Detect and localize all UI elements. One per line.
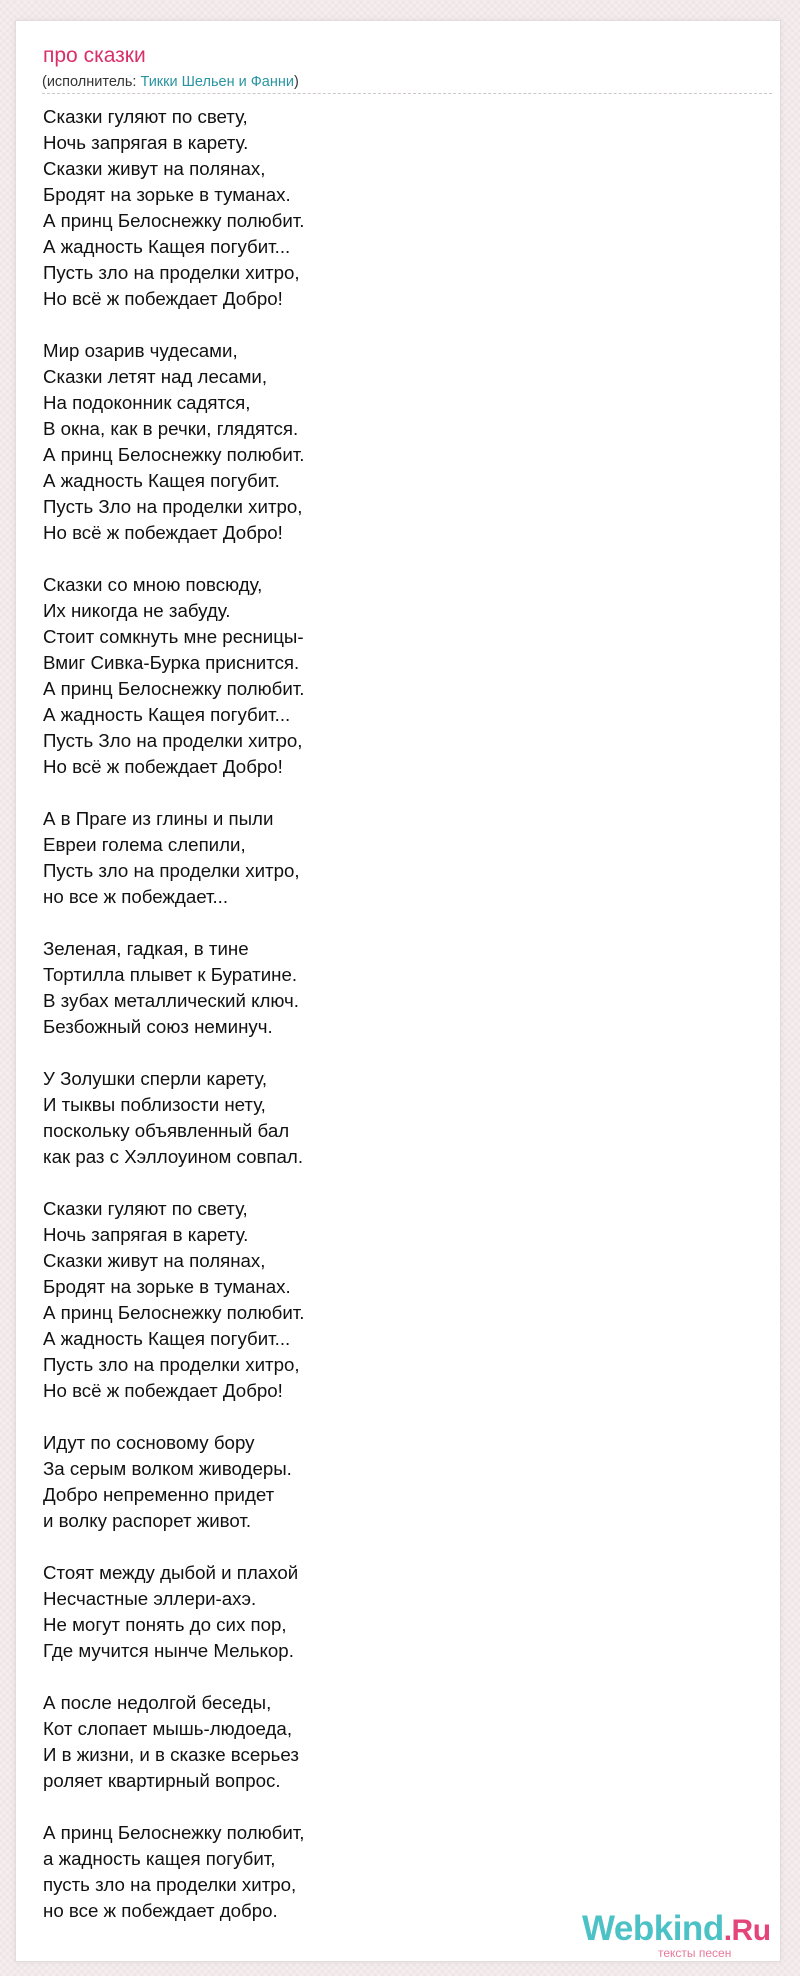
lyric-line: Где мучится нынче Мелькор. — [43, 1640, 294, 1661]
lyric-line: А в Праге из глины и пыли — [43, 808, 274, 829]
lyric-line: Пусть Зло на проделки хитро, — [43, 730, 303, 751]
lyric-line: Их никогда не забуду. — [43, 600, 231, 621]
lyric-line: И в жизни, и в сказке всерьез — [43, 1744, 299, 1765]
lyrics-stanza — [43, 1430, 763, 1534]
lyric-line: У Золушки сперли карету, — [43, 1068, 268, 1089]
song-title: про сказки — [43, 44, 146, 67]
logo-main-text: Webkind — [582, 1909, 724, 1948]
lyric-line: Пусть зло на проделки хитро, — [43, 1354, 300, 1375]
lyric-line: Бродят на зорьке в туманах. — [43, 1276, 291, 1297]
lyric-line: Но всё ж побеждает Добро! — [43, 1380, 283, 1401]
site-logo[interactable] — [582, 1909, 787, 1969]
lyric-line: Не могут понять до сих пор, — [43, 1614, 287, 1635]
lyrics-stanza — [43, 936, 763, 1040]
title-divider — [42, 93, 772, 94]
lyrics-stanza — [43, 1196, 763, 1404]
lyric-line: А принц Белоснежку полюбит. — [43, 210, 305, 231]
lyric-line: Но всё ж побеждает Добро! — [43, 288, 283, 309]
lyric-line: Сказки гуляют по свету, — [43, 106, 248, 127]
lyrics-stanza — [43, 104, 763, 312]
lyric-line: но все ж побеждает добро. — [43, 1900, 278, 1921]
lyric-line: Безбожный союз неминуч. — [43, 1016, 273, 1037]
lyrics-stanza — [43, 338, 763, 546]
lyric-line: Ночь запрягая в карету. — [43, 1224, 249, 1245]
lyrics-stanza — [43, 572, 763, 780]
lyric-line: Зеленая, гадкая, в тине — [43, 938, 249, 959]
lyrics-stanza — [43, 1560, 763, 1664]
lyric-line: Бродят на зорьке в туманах. — [43, 184, 291, 205]
lyric-line: Сказки гуляют по свету, — [43, 1198, 248, 1219]
lyric-line: Сказки летят над лесами, — [43, 366, 268, 387]
lyric-line: Сказки живут на полянах, — [43, 158, 266, 179]
lyrics-stanza — [43, 1690, 763, 1794]
lyric-line: Идут по сосновому бору — [43, 1432, 255, 1453]
lyric-line: как раз с Хэллоуином совпал. — [43, 1146, 304, 1167]
lyric-line: Тортилла плывет к Буратине. — [43, 964, 298, 985]
lyric-line: А жадность Кащея погубит... — [43, 1328, 291, 1349]
lyric-line: Вмиг Сивка-Бурка приснится. — [43, 652, 300, 673]
lyric-line: Ночь запрягая в карету. — [43, 132, 249, 153]
lyrics-stanza — [43, 806, 763, 910]
lyric-line: А принц Белоснежку полюбит. — [43, 1302, 305, 1323]
lyric-line: Стоят между дыбой и плахой — [43, 1562, 299, 1583]
lyric-line: В зубах металлический ключ. — [43, 990, 299, 1011]
lyrics-body — [43, 104, 763, 1950]
lyric-line: пусть зло на проделки хитро, — [43, 1874, 297, 1895]
artist-link[interactable]: Тикки Шельен и Фанни — [140, 74, 294, 90]
logo-suffix: .Ru — [723, 1914, 771, 1947]
lyrics-stanza — [43, 1066, 763, 1170]
lyric-line: Сказки со мною повсюду, — [43, 574, 263, 595]
lyric-line: Пусть зло на проделки хитро, — [43, 860, 300, 881]
lyric-line: Добро непременно придет — [43, 1484, 275, 1505]
lyric-line: роляет квартирный вопрос. — [43, 1770, 281, 1791]
lyric-line: Пусть зло на проделки хитро, — [43, 262, 300, 283]
lyric-line: А жадность Кащея погубит... — [43, 704, 291, 725]
lyric-line: Несчастные эллери-ахэ. — [43, 1588, 257, 1609]
lyric-line: А принц Белоснежку полюбит. — [43, 444, 305, 465]
artist-suffix: ) — [293, 74, 299, 90]
lyric-line: Стоит сомкнуть мне ресницы- — [43, 626, 304, 647]
artist-prefix: (исполнитель: — [42, 74, 141, 90]
lyric-line: и волку распорет живот. — [43, 1510, 252, 1531]
lyric-line: Но всё ж побеждает Добро! — [43, 522, 283, 543]
logo-wordmark — [582, 1909, 771, 1951]
lyric-line: А жадность Кащея погубит. — [43, 470, 280, 491]
lyric-line: а жадность кащея погубит, — [43, 1848, 276, 1869]
artist-line — [42, 74, 299, 90]
lyric-line: А после недолгой беседы, — [43, 1692, 272, 1713]
lyric-line: поскольку объявленный бал — [43, 1120, 290, 1141]
lyric-line: А принц Белоснежку полюбит, — [43, 1822, 305, 1843]
lyric-line: Сказки живут на полянах, — [43, 1250, 266, 1271]
lyric-line: Мир озарив чудесами, — [43, 340, 238, 361]
lyric-line: На подоконник садятся, — [43, 392, 251, 413]
lyric-line: А жадность Кащея погубит... — [43, 236, 291, 257]
lyric-line: Но всё ж побеждает Добро! — [43, 756, 283, 777]
lyric-line: За серым волком живодеры. — [43, 1458, 292, 1479]
lyric-line: Евреи голема слепили, — [43, 834, 246, 855]
logo-tagline: тексты песен — [658, 1946, 732, 1960]
lyric-line: А принц Белоснежку полюбит. — [43, 678, 305, 699]
lyric-line: Кот слопает мышь-людоеда, — [43, 1718, 293, 1739]
lyric-line: И тыквы поблизости нету, — [43, 1094, 266, 1115]
lyric-line: но все ж побеждает... — [43, 886, 229, 907]
lyric-line: В окна, как в речки, глядятся. — [43, 418, 299, 439]
lyric-line: Пусть Зло на проделки хитро, — [43, 496, 303, 517]
lyrics-card — [15, 20, 781, 1962]
